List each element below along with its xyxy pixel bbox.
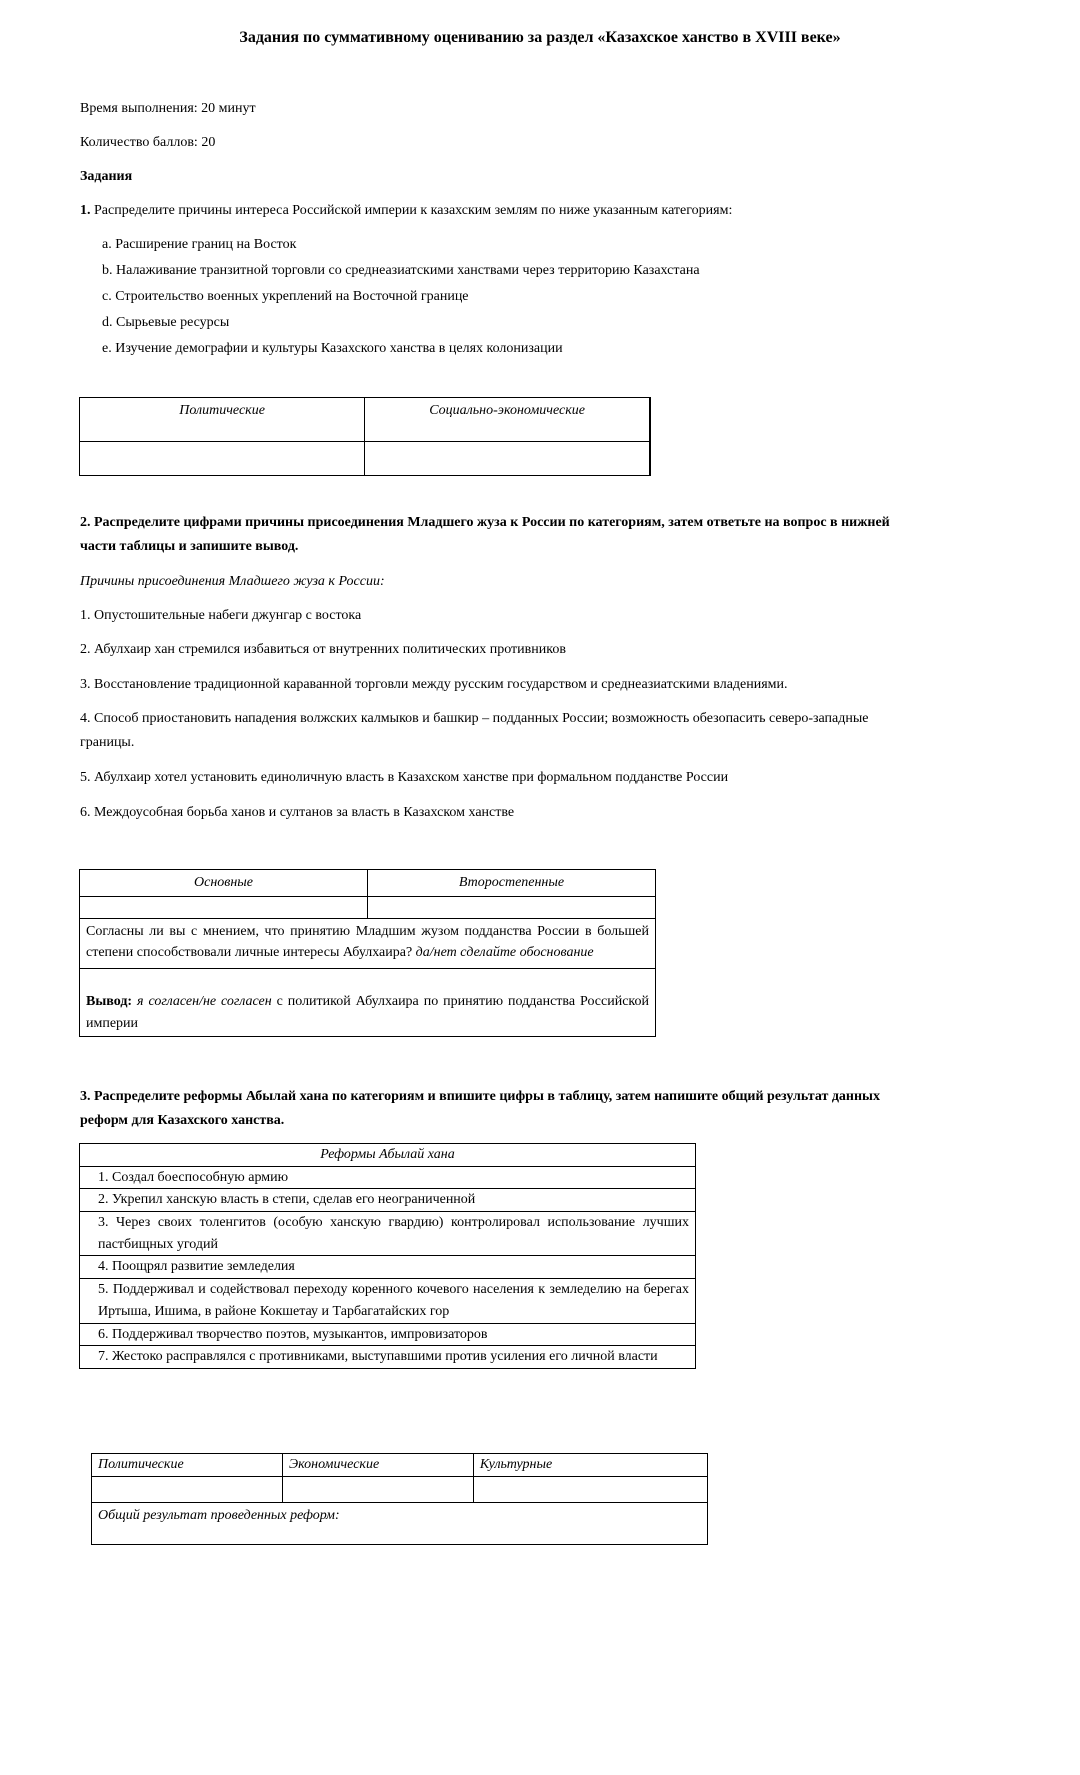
task2-subheading: Причины присоединения Младшего жуза к России: (80, 574, 385, 589)
task3-text-line2: реформ для Казахского ханства. (80, 1113, 285, 1128)
task1-table (79, 397, 651, 476)
task2-text-line1: 2. Распределите цифрами причины присоединения Младшего жуза к России по категориям, затем ответьте на вопрос в нижней (80, 515, 890, 530)
reforms-header: Реформы Абылай хана (80, 1144, 696, 1167)
reform-row: 7. Жестоко расправлялся с противниками, выступавшими против усиления его личной власти (80, 1346, 696, 1369)
task2-reason: 6. Междоусобная борьба ханов и султанов за власть в Казахском ханстве (80, 805, 515, 820)
task3-header-economic: Экономические (282, 1454, 473, 1477)
reform-row: 1. Создал боеспособную армию (80, 1166, 696, 1189)
reform-row: 4. Поощрял развитие земледелия (80, 1256, 696, 1279)
reform-row: 3. Через своих толенгитов (особую ханскую гвардию) контролировал использование лучших пастбищных угодий (80, 1212, 696, 1256)
task2-answer-cell[interactable] (80, 896, 368, 918)
task2-header-secondary: Второстепенные (368, 870, 656, 897)
task1-item: c. Строительство военных укреплений на Восточной границе (102, 289, 469, 304)
task2-text-line2: части таблицы и запишите вывод. (80, 539, 299, 554)
task1-answer-cell[interactable] (80, 442, 365, 476)
task2-reason: 1. Опустошительные набеги джунгар с востока (80, 608, 362, 623)
task3-answer-cell[interactable] (92, 1476, 283, 1502)
tasks-heading: Задания (80, 169, 133, 184)
task2-conclusion-label: Вывод: (86, 994, 133, 1010)
points-line: Количество баллов: 20 (80, 135, 216, 150)
task3-answer-cell[interactable] (473, 1476, 707, 1502)
task2-reason-continued: границы. (80, 735, 135, 750)
task2-table (79, 869, 656, 1037)
task3-categories-table (91, 1453, 708, 1545)
task1-number: 1. (80, 203, 91, 218)
task1-text (80, 200, 1000, 222)
task3-answer-cell[interactable] (282, 1476, 473, 1502)
task1-answer-cell[interactable] (365, 442, 650, 476)
task2-reason: 2. Абулхаир хан стремился избавиться от внутренних политических противников (80, 642, 566, 657)
task3-result-label: Общий результат проведенных реформ: (98, 1507, 340, 1523)
task2-reason: 5. Абулхаир хотел установить единоличную власть в Казахском ханстве при формальном подданстве России (80, 770, 729, 785)
task3-header-political: Политические (92, 1454, 283, 1477)
task2-answer-cell[interactable] (368, 896, 656, 918)
task1-item: a. Расширение границ на Восток (102, 237, 297, 252)
task2-conclusion-hint: я согласен/не согласен (137, 994, 272, 1010)
task3-header-cultural: Культурные (473, 1454, 707, 1477)
task1-description: Распределите причины интереса Российской империи к казахским землям по ниже указанным категориям: (94, 203, 733, 218)
time-line: Время выполнения: 20 минут (80, 101, 256, 116)
task1-header-political: Политические (80, 398, 365, 442)
task3-result-cell[interactable] (92, 1502, 708, 1544)
reform-row: 6. Поддерживал творчество поэтов, музыкантов, импровизаторов (80, 1323, 696, 1346)
reform-row: 2. Укрепил ханскую власть в степи, сделав его неограниченной (80, 1189, 696, 1212)
reforms-table (79, 1143, 696, 1369)
reform-row: 5. Поддерживал и содействовал переходу коренного кочевого населения к земледелию на берегах Иртыша, Ишима, в районе Кокшетау и Тарбагатайских гор (80, 1279, 696, 1323)
task2-question-hint: да/нет сделайте обоснование (415, 945, 594, 961)
task2-question-cell[interactable] (80, 918, 656, 968)
task2-reason: 3. Восстановление традиционной караванной торговли между русским государством и среднеазиатскими владениями. (80, 677, 788, 692)
document-title: Задания по суммативному оцениванию за раздел «Казахское ханство в XVIII веке» (239, 29, 841, 46)
task1-item: e. Изучение демографии и культуры Казахского ханства в целях колонизации (102, 341, 563, 356)
task2-header-main: Основные (80, 870, 368, 897)
task1-item: d. Сырьевые ресурсы (102, 315, 230, 330)
task2-conclusion-text: с политикой Абулхаира по принятию подданства Российской империи (86, 994, 649, 1031)
task2-reason: 4. Способ приостановить нападения волжских калмыков и башкир – подданных России; возможность обезопасить северо-западные (80, 711, 869, 726)
task1-header-socioeconomic: Социально-экономические (365, 398, 650, 442)
task2-conclusion-cell[interactable] (80, 969, 656, 1037)
task1-item: b. Налаживание транзитной торговли со среднеазиатскими ханствами через территорию Казахстана (102, 263, 700, 278)
task2-question-text: Согласны ли вы с мнением, что принятию Младшим жузом подданства России в большей степени способствовали личные интересы Абулхаира? (86, 923, 649, 961)
task3-text-line1: 3. Распределите реформы Абылай хана по категориям и впишите цифры в таблицу, затем напишите общий результат данных (80, 1089, 880, 1104)
